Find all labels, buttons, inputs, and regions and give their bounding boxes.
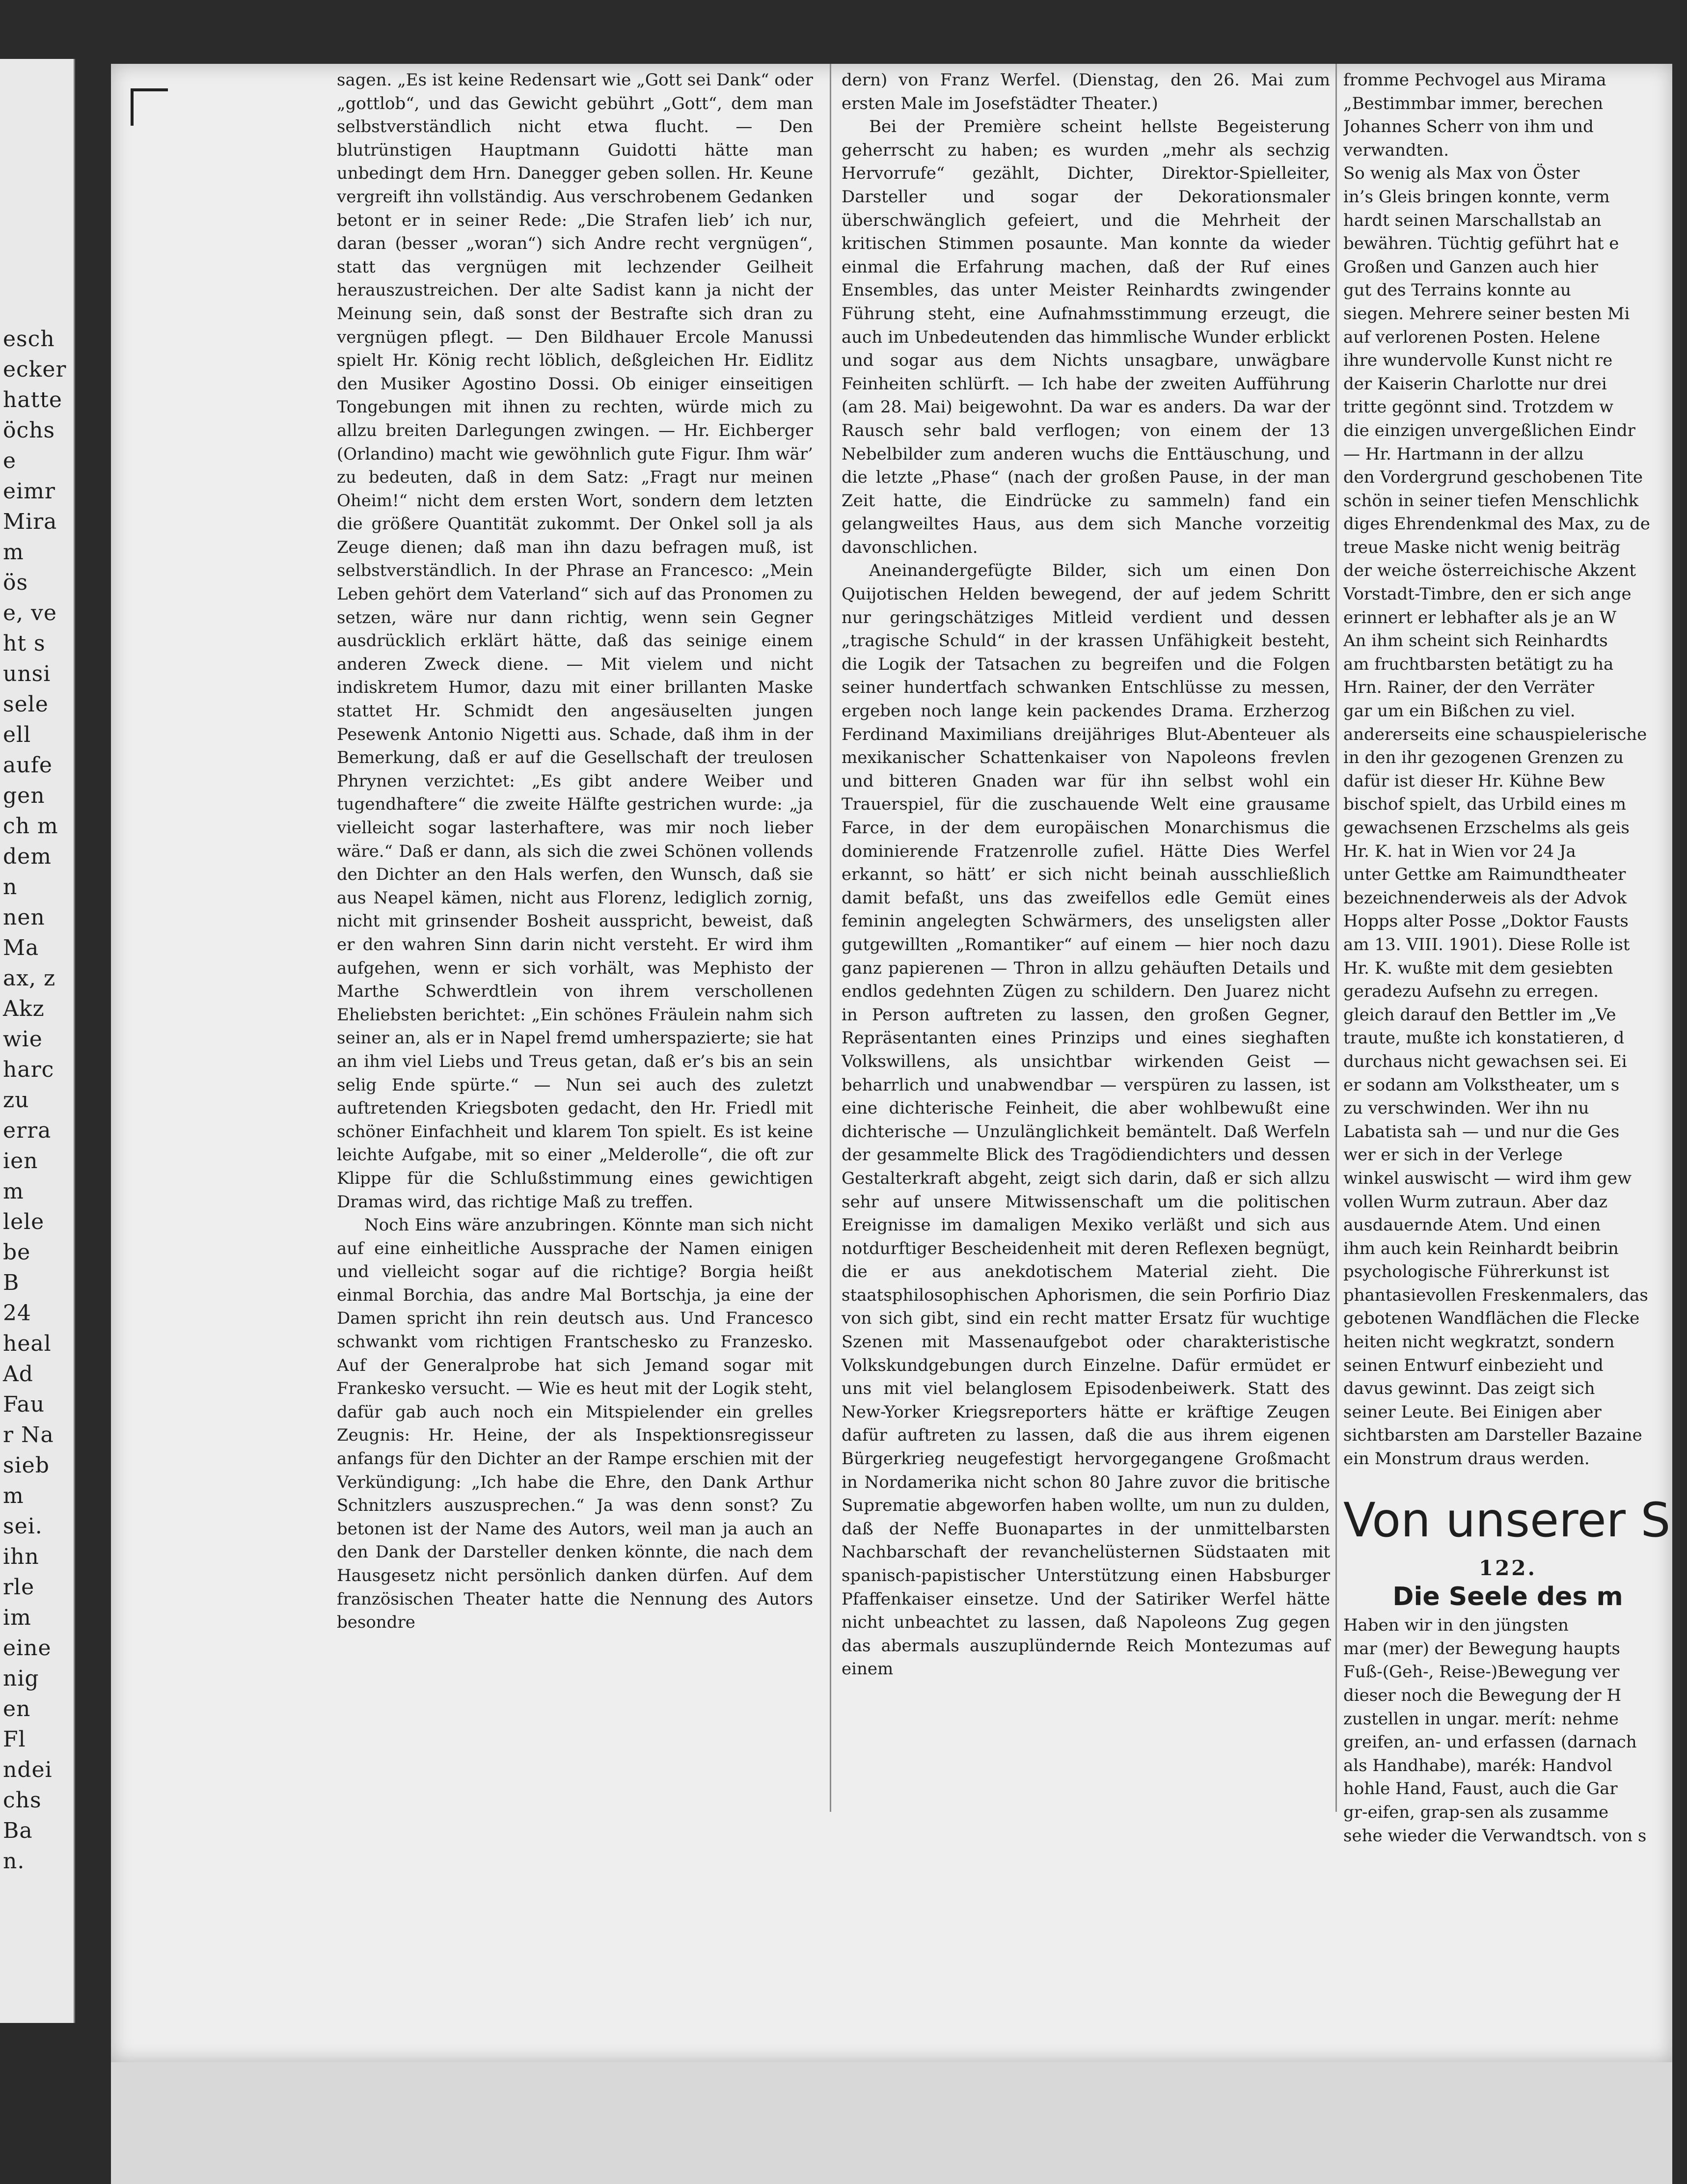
- text-line: die einzigen unvergeßlichen Eindr: [1343, 420, 1635, 440]
- paragraph: dern) von Franz Werfel. (Dienstag, den 26. Mai zum ersten Male im Josefstädter Theater.): [842, 70, 1330, 113]
- text-line: Hrn. Rainer, der den Verräter: [1343, 678, 1594, 698]
- adjacent-page-fragment: öchs: [3, 418, 55, 443]
- adjacent-page-fragment: r Na: [3, 1422, 54, 1447]
- scan-bottom-margin: [111, 2062, 1672, 2184]
- text-line: bewähren. Tüchtig geführt hat e: [1343, 234, 1619, 254]
- paragraph: Bei der Première scheint hellste Begeisterung geherrscht zu haben; es wurden „mehr als sechzig Hervorrufe“ gezählt, Dichter, Direktor-Spielleiter, Darsteller und sogar der Dekorationsmaler überschwänglich gefeiert, und die Mehrheit der kritischen Stimmen posaunte. Man konnte da wieder einmal die Erfahrung machen, daß der Ruf eines Ensembles, das unter Meister Reinhardts zwingender Führung steht, eine Aufnahmsstimmung erzeugt, die auch im Unbedeutenden das himmlische Wunder erblickt und sogar aus dem Nichts unsagbare, unwägbare Feinheiten schlürft. — Ich habe der zweiten Aufführung (am 28. Mai) beigewohnt. Da war es anders. Da war der Rausch sehr bald verflogen; von einem der 13 Nebelbilder zum anderen wuchs die Enttäuschung, und die letzte „Phase“ (nach der großen Pause, in der man Zeit hatte, die Eindrücke zu sammeln) fand ein gelangweiltes Haus, aus dem sich Manche vorzeitig davonschlichen.: [842, 117, 1330, 557]
- section-subtitle: Die Seele des m: [1392, 1582, 1623, 1612]
- column-rule-2: [1335, 64, 1337, 1812]
- adjacent-page-fragment: m: [3, 1483, 24, 1508]
- article-column-1: [337, 69, 813, 1984]
- text-line: ein Monstrum draus werden.: [1343, 1449, 1590, 1469]
- adjacent-page-fragment: im: [3, 1605, 31, 1630]
- text-line: am 13. VIII. 1901). Diese Rolle ist: [1343, 934, 1630, 955]
- adjacent-page-fragment: hatte: [3, 387, 62, 412]
- text-line: siegen. Mehrere seiner besten Mi: [1343, 303, 1630, 324]
- text-line: heiten nicht wegkratzt, sondern: [1343, 1332, 1615, 1352]
- adjacent-page-fragment: rle: [3, 1575, 35, 1600]
- adjacent-page-fragment: en: [3, 1696, 31, 1721]
- text-line: wer er sich in der Verlege: [1343, 1145, 1563, 1165]
- text-line: mar (mer) der Bewegung haupts: [1343, 1638, 1620, 1659]
- column-rule-1: [830, 64, 831, 1812]
- text-line: Hopps alter Posse „Doktor Fausts: [1343, 911, 1629, 931]
- text-line: phantasievollen Freskenmalers, das: [1343, 1285, 1648, 1305]
- text-line: er sodann am Volkstheater, um s: [1343, 1075, 1620, 1095]
- adjacent-page-fragment: sieb: [3, 1453, 50, 1478]
- text-line: vollen Wurm zutraun. Aber daz: [1343, 1192, 1607, 1212]
- adjacent-page-fragment: Fau: [3, 1392, 45, 1417]
- adjacent-page-fragment: ndei: [3, 1757, 53, 1782]
- text-line: der Kaiserin Charlotte nur drei: [1343, 374, 1607, 394]
- adjacent-page-fragment: erra: [3, 1118, 52, 1143]
- text-line: ihre wundervolle Kunst nicht re: [1343, 351, 1613, 371]
- text-line: gr-eifen, grap-sen als zusamme: [1343, 1802, 1609, 1822]
- adjacent-page-fragment: ien: [3, 1148, 38, 1174]
- adjacent-page-fragment: e: [3, 448, 17, 473]
- newspaper-page: [111, 64, 1672, 2062]
- text-line: dafür ist dieser Hr. Kühne Bew: [1343, 771, 1605, 791]
- adjacent-page-fragment: be: [3, 1240, 31, 1265]
- adjacent-page-fragment: ht s: [3, 631, 46, 656]
- text-line: Haben wir in den jüngsten: [1343, 1615, 1569, 1636]
- article-column-3: [1343, 69, 1672, 1984]
- adjacent-page-fragment: ös: [3, 570, 28, 595]
- text-line: gleich darauf den Bettler im „Ve: [1343, 1005, 1616, 1025]
- text-line: Hr. K. hat in Wien vor 24 Ja: [1343, 841, 1576, 861]
- text-line: gar um ein Bißchen zu viel.: [1343, 701, 1576, 721]
- text-line: davus gewinnt. Das zeigt sich: [1343, 1379, 1595, 1399]
- adjacent-page-fragment: heal: [3, 1331, 52, 1356]
- adjacent-page-fragment: sele: [3, 692, 49, 717]
- adjacent-page-fragment: gen: [3, 783, 45, 808]
- adjacent-page-fragment: B: [3, 1270, 20, 1295]
- text-line: zustellen in ungar. merít: nehme: [1343, 1709, 1619, 1729]
- text-line: Vorstadt-Timbre, den er sich ange: [1343, 584, 1632, 604]
- text-line: An ihm scheint sich Reinhardts: [1343, 631, 1608, 651]
- adjacent-page-fragment: ecker: [3, 357, 67, 382]
- text-line: ihm auch kein Reinhardt beibrin: [1343, 1238, 1619, 1258]
- adjacent-page-fragment: harc: [3, 1057, 54, 1082]
- text-line: der weiche österreichische Akzent: [1343, 561, 1636, 581]
- text-line: auf verlorenen Posten. Helene: [1343, 327, 1601, 347]
- adjacent-page-fragment: dem: [3, 844, 52, 869]
- paragraph: sagen. „Es ist keine Redensart wie „Gott sei Dank“ oder „gottlob“, und das Gewicht gebührt „Gott“, dem man selbstverständlich nicht etwa flucht. — Den blutrünstigen Hauptmann Guidotti hätte man unbedingt dem Hrn. Danegger geben sollen. Hr. Keune vergreift ihn vollständig. Aus verschrobenem Gedanken betont er in seiner Rede: „Die Strafen lieb’ ich nur, daran (besser „woran“) sich Andre recht vergnügen“, statt das vergnügen mit lechzender Geilheit herauszustreichen. Der alte Sadist kann ja nicht der Meinung sein, daß sonst der Bestrafte sich dran zu vergnügen pflegt. — Den Bildhauer Ercole Manussi spielt Hr. König recht löblich, deßgleichen Hr. Eidlitz den Musiker Agostino Dossi. Ob einiger einseitigen Tongebungen mit ihnen zu rechten, würde mich zu allzu breiten Darlegungen zwingen. — Hr. Eichberger (Orlandino) macht wie gewöhnlich gute Figur. Ihm wär’ zu bedeuten, daß in dem Satz: „Fragt nur meinen Oheim!“ nicht dem ersten Wort, sondern dem letzten die größere Quantität zukommt. Der Onkel soll ja als Zeuge dienen; daß man ihn dazu befragen muß, ist selbstverständlich. In der Phrase an Francesco: „Mein Leben gehört dem Vaterland“ sich auf das Pronomen zu setzen, wäre nur dann richtig, wenn sein Gegner ausdrücklich erklärt hätte, daß das seinige einem anderen Zweck diene. — Mit vielem und nicht indiskretem Humor, dazu mit einer brillanten Maske stattet Hr. Schmidt den angesäuselten jungen Pesewenk Antonio Nigetti aus. Schade, daß ihm in der Bemerkung, daß er auf die Gesellschaft der treulosen Phrynen verzichtet: „Es gibt andere Weiber und tugendhaftere“ die zweite Hälfte gestrichen wurde: „ja vielleicht sogar lasterhaftere, was mir noch lieber wäre.“ Daß er dann, als sich die zwei Schönen vollends den Dichter an den Hals werfen, den Wunsch, daß sie aus Neapel kämen, nicht aus Florenz, lediglich zornig, nicht mit grinsender Bosheit ausspricht, beweist, daß er den wahren Sinn darin nicht versteht. Er wird ihm aufgehen, wenn er sich vorhält, was Mephisto der Marthe Schwerdtlein von ihrem verschollenen Eheliebsten berichtet: „Ein schönes Fräulein nahm sich seiner an, als er in Napel fremd umherspazierte; sie hat an ihm viel Liebs und Treus getan, daß er’s bis an sein selig Ende spürte.“ — Nun sei auch des zuletzt auftretenden Kriegsboten gedacht, den Hr. Friedl mit schöner Einfachheit und klarem Ton spielt. Es ist keine leichte Aufgabe, mit so einer „Melderolle“, die oft zur Klippe für die Schlußstimmung eines gewichtigen Dramas wird, das richtige Maß zu treffen.: [337, 70, 813, 1212]
- adjacent-page-fragment: m: [3, 1179, 24, 1204]
- text-line: bezeichnenderweis als der Advok: [1343, 888, 1627, 908]
- adjacent-page-fragment: sei.: [3, 1514, 43, 1539]
- text-line: unter Gettke am Raimundtheater: [1343, 865, 1626, 885]
- text-line: — Hr. Hartmann in der allzu: [1343, 444, 1584, 464]
- text-line: Johannes Scherr von ihm und: [1343, 117, 1594, 137]
- adjacent-page-fragment: 24: [3, 1301, 31, 1326]
- text-line: durchaus nicht gewachsen sei. Ei: [1343, 1051, 1627, 1071]
- text-line: Labatista sah — und nur die Ges: [1343, 1121, 1620, 1142]
- text-line: gut des Terrains konnte au: [1343, 280, 1571, 300]
- text-line: sehe wieder die Verwandtsch. von s: [1343, 1826, 1647, 1846]
- text-line: erinnert er lebhafter als je an W: [1343, 607, 1617, 628]
- adjacent-page-fragment: wie: [3, 1027, 43, 1052]
- text-line: So wenig als Max von Öster: [1343, 164, 1580, 184]
- section-heading: Von unserer S: [1343, 1492, 1671, 1548]
- adjacent-page-fragment: nig: [3, 1666, 39, 1691]
- corner-crop-mark: [131, 88, 168, 126]
- text-line: greifen, an- und erfassen (darnach: [1343, 1732, 1637, 1752]
- text-line: sichtbarsten am Darsteller Bazaine: [1343, 1425, 1642, 1446]
- adjacent-page-fragment: chs: [3, 1788, 42, 1813]
- text-line: „Bestimmbar immer, berechen: [1343, 93, 1604, 113]
- adjacent-page-fragment: Mira: [3, 509, 57, 534]
- adjacent-page-fragment: zu: [3, 1088, 29, 1113]
- text-line: als Handhabe), marék: Handvol: [1343, 1755, 1612, 1775]
- text-line: andererseits eine schauspielerische: [1343, 724, 1647, 744]
- adjacent-page-fragment: ihn: [3, 1544, 39, 1569]
- adjacent-page-strip: [0, 59, 75, 2023]
- adjacent-page-fragment: Ma: [3, 935, 39, 960]
- text-line: den Vordergrund geschobenen Tite: [1343, 467, 1643, 488]
- adjacent-page-fragment: Ba: [3, 1818, 33, 1843]
- text-line: seiner Leute. Bei Einigen aber: [1343, 1402, 1602, 1422]
- adjacent-page-fragment: Akz: [3, 996, 45, 1021]
- adjacent-page-fragment: m: [3, 540, 24, 565]
- adjacent-page-fragment: aufe: [3, 753, 53, 778]
- text-line: Hr. K. wußte mit dem gesiebten: [1343, 958, 1613, 978]
- adjacent-page-fragment: n.: [3, 1849, 25, 1874]
- text-line: Fuß-(Geh-, Reise-)Bewegung ver: [1343, 1662, 1620, 1682]
- text-line: seinen Entwurf einbezieht und: [1343, 1355, 1604, 1375]
- adjacent-page-fragment: n: [3, 874, 18, 900]
- adjacent-page-fragment: nen: [3, 905, 45, 930]
- text-line: gebotenen Wandflächen die Flecke: [1343, 1309, 1640, 1329]
- adjacent-page-fragment: unsi: [3, 661, 51, 686]
- adjacent-page-fragment: ch m: [3, 814, 58, 839]
- section-number: 122.: [1478, 1556, 1537, 1580]
- text-line: psychologische Führerkunst ist: [1343, 1262, 1609, 1282]
- text-line: schön in seiner tiefen Menschlichk: [1343, 491, 1639, 511]
- text-line: tritte gegönnt sind. Trotzdem w: [1343, 397, 1614, 417]
- text-line: hohle Hand, Faust, auch die Gar: [1343, 1779, 1618, 1799]
- adjacent-page-fragment: eimr: [3, 479, 55, 504]
- adjacent-page-fragment: esch: [3, 327, 55, 352]
- text-line: zu verschwinden. Wer ihn nu: [1343, 1098, 1589, 1119]
- paragraph: Aneinandergefügte Bilder, sich um einen Don Quijotischen Helden bewegend, der auf jedem Schritt nur geringschätziges Mitleid verdient und dessen „tragische Schuld“ in der krassen Unfähigkeit besteht, die Logik der Tatsachen zu begreifen und die Folgen seiner hundertfach schwanken Entschlüsse zu messen, ergeben noch lange kein packendes Drama. Erzherzog Ferdinand Maximilians dreijähriges Blut-Abenteuer als mexikanischer Schattenkaiser von Napoleons frevlen und bitteren Gnaden war für ihn selbst wohl ein Trauerspiel, für die zuschauende Welt eine grausame Farce, in der dem europäischen Monarchismus die dominierende Fratzenrolle zufiel. Hätte Dies Werfel erkannt, so hätt’ er sich nicht beinah ausschließlich damit befaßt, uns das zweifellos edle Gemüt eines feminin angelegten Schwärmers, des unseligsten aller gutgewillten „Romantiker“ auf einem — hier noch dazu ganz papierenen — Thron in allzu gehäuften Details und endlos gedehnten Zügen zu schildern. Den Juarez nicht in Person auftreten zu lassen, den großen Gegner, Repräsentanten eines Prinzips und eines sieghaften Volkswillens, als unsichtbar wirkenden Geist — beharrlich und unabwendbar — verspüren zu lassen, ist eine dichterische Feinheit, die aber wohlbewußt eine dichterische — Unzulänglichkeit bemäntelt. Daß Werfeln der gesammelte Blick des Tragödiendichters und dessen Gestalterkraft abgeht, zeigt sich darin, daß er sich allzu sehr auf unsere Mitwissenschaft um die politischen Ereignisse im damaligen Mexiko verläßt und sich aus notdurftiger Bescheidenheit mit deren Reflexen begnügt, die er aus anekdotischem Material zieht. Die staatsphilosophischen Aphorismen, die sein Porfirio Diaz von sich gibt, sind ein recht matter Ersatz für wuchtige Szenen mit Massenaufgebot oder charakteristische Volkskundgebungen durch Einzelne. Dafür ermüdet er uns mit viel belanglosem Episodenbeiwerk. Statt des New-Yorker Kriegsreporters hätte er kräftige Zeugen dafür auftreten zu lassen, daß die aus ihrem eigenen Bürgerkrieg neugefestigt hervorgegangene Großmacht in Nordamerika nicht schon 80 Jahre zuvor die britische Suprematie abgeworfen haben wollte, um nun zu dulden, daß der Neffe Buonapartes in der unmittelbarsten Nachbarschaft der revanchelüsternen Südstaaten mit spanisch-papistischer Unterstützung einen Habsburger Pfaffenkaiser einsetze. Und der Satiriker Werfel hätte nicht unbeachtet zu lassen, daß Napoleons Zug gegen das abermals auszuplündernde Reich Montezumas auf einem: [842, 561, 1330, 1679]
- text-line: Großen und Ganzen auch hier: [1343, 257, 1598, 277]
- adjacent-page-fragment: Ad: [3, 1362, 33, 1387]
- adjacent-page-fragment: ell: [3, 722, 31, 747]
- text-line: bischof spielt, das Urbild eines m: [1343, 794, 1627, 815]
- adjacent-page-fragment: Fl: [3, 1727, 26, 1752]
- text-line: hardt seinen Marschallstab an: [1343, 210, 1602, 230]
- paragraph: Noch Eins wäre anzubringen. Könnte man sich nicht auf eine einheitliche Aussprache der Namen einigen und vielleicht sogar auf die richtige? Borgia heißt einmal Borchia, das andre Mal Bortschja, ja eine der Damen spricht ihn rein deutsch aus. Und Francesco schwankt vom richtigen Frantschesko zu Franzesko. Auf der Generalprobe hat sich Jemand sogar mit Frankesko versucht. — Wie es heut mit der Logik steht, dafür gab auch noch ein Mitspielender ein grelles Zeugnis: Hr. Heine, der als Inspektionsregisseur anfangs für den Dichter an der Rampe erschien mit der Verkündigung: „Ich habe die Ehre, den Dank Arthur Schnitzlers auszusprechen.“ Ja was denn sonst? Zu betonen ist der Name des Autors, weil man ja auch an den Dank der Darsteller denken könnte, die nach dem Hausgesetz nicht persönlich danken dürfen. Auf dem französischen Theater hatte die Nennung des Autors besondre: [337, 1215, 813, 1633]
- column-3-text: [1343, 69, 1672, 1471]
- text-line: diges Ehrendenkmal des Max, zu de: [1343, 514, 1650, 534]
- text-line: verwandten.: [1343, 140, 1449, 160]
- text-line: ausdauernde Atem. Und einen: [1343, 1215, 1601, 1235]
- text-line: in’s Gleis bringen konnte, verm: [1343, 187, 1610, 207]
- text-line: geradezu Aufsehn zu erregen.: [1343, 982, 1599, 1002]
- text-line: am fruchtbarsten betätigt zu ha: [1343, 654, 1614, 674]
- adjacent-page-fragment: eine: [3, 1636, 52, 1661]
- text-line: traute, mußte ich konstatieren, d: [1343, 1028, 1625, 1048]
- article-column-2: [842, 69, 1330, 1984]
- adjacent-page-fragment: lele: [3, 1209, 45, 1234]
- text-line: winkel auswischt — wird ihm gew: [1343, 1168, 1632, 1188]
- column-3-section-text: [1343, 1614, 1672, 1848]
- text-line: gewachsenen Erzschelms als geis: [1343, 818, 1630, 838]
- text-line: in den ihr gezogenen Grenzen zu: [1343, 748, 1624, 768]
- text-line: fromme Pechvogel aus Mirama: [1343, 70, 1606, 90]
- text-line: dieser noch die Bewegung der H: [1343, 1686, 1622, 1705]
- adjacent-page-fragment: ax, z: [3, 966, 56, 991]
- adjacent-page-fragment: e, ve: [3, 601, 57, 626]
- text-line: treue Maske nicht wenig beiträg: [1343, 537, 1621, 557]
